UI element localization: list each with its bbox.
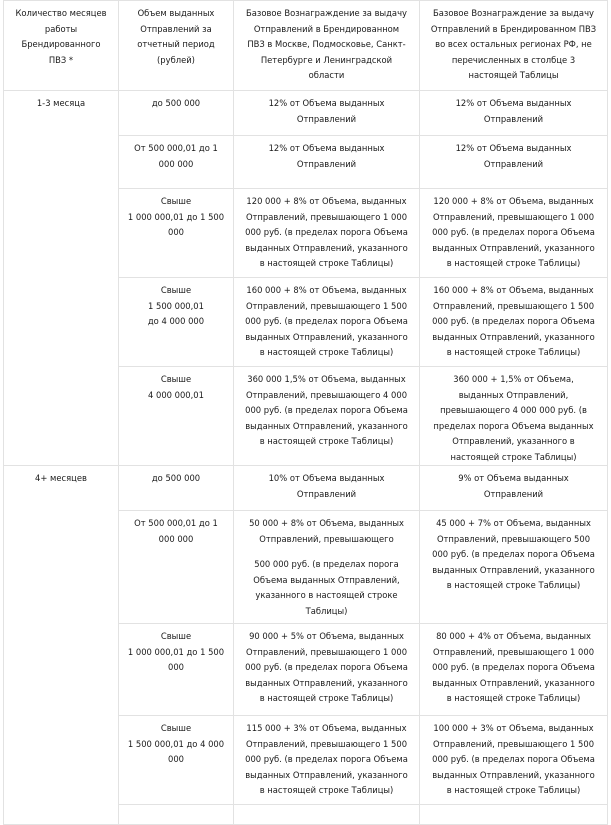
- reward-other-cell: 100 000 + 3% от Объема, выданных Отправлений, превышающего 1 500 000 руб. (в пределах порога Объема выданных Отправлений, указанного в настоящей строке Таблицы): [420, 716, 608, 805]
- reward-other-cell: 9% от Объема выданных Отправлений: [420, 466, 608, 511]
- header-base-msk: Базовое Вознаграждение за выдачу Отправлений в Брендированном ПВЗ в Москве, Подмосковье, Санкт-Петербурге и Ленинградской области: [234, 1, 420, 91]
- volume-cell: [119, 805, 234, 825]
- reward-msk-cell: 50 000 + 8% от Объема, выданных Отправлений, превышающего 500 000 руб. (в пределах порога Объема выданных Отправлений, указанного в настоящей строке Таблицы): [234, 511, 420, 624]
- reward-msk-cell: 12% от Объема выданных Отправлений: [234, 91, 420, 136]
- reward-msk-cell: 360 000 1,5% от Объема, выданных Отправлений, превышающего 4 000 000 руб. (в пределах порога Объема выданных Отправлений, указанного в настоящей строке Таблицы): [234, 367, 420, 466]
- reward-msk-cell: 115 000 + 3% от Объема, выданных Отправлений, превышающего 1 500 000 руб. (в пределах порога Объема выданных Отправлений, указанного в настоящей строке Таблицы): [234, 716, 420, 805]
- months-cell: 4+ месяцев: [4, 466, 119, 825]
- volume-cell: Свыше 1 000 000,01 до 1 500 000: [119, 624, 234, 716]
- reward-other-cell: 12% от Объема выданных Отправлений: [420, 136, 608, 189]
- reward-msk-cell: 120 000 + 8% от Объема, выданных Отправлений, превышающего 1 000 000 руб. (в пределах порога Объема выданных Отправлений, указанного в настоящей строке Таблицы): [234, 189, 420, 278]
- reward-msk-cell: 160 000 + 8% от Объема, выданных Отправлений, превышающего 1 500 000 руб. (в пределах порога Объема выданных Отправлений, указанного в настоящей строке Таблицы): [234, 278, 420, 367]
- months-cell: 1-3 месяца: [4, 91, 119, 466]
- volume-cell: до 500 000: [119, 466, 234, 511]
- reward-other-cell: 120 000 + 8% от Объема, выданных Отправлений, превышающего 1 000 000 руб. (в пределах порога Объема выданных Отправлений, указанного в настоящей строке Таблицы): [420, 189, 608, 278]
- header-row: [4, 1, 608, 91]
- reward-other-cell: 80 000 + 4% от Объема, выданных Отправлений, превышающего 1 000 000 руб. (в пределах порога Объема выданных Отправлений, указанного в настоящей строке Таблицы): [420, 624, 608, 716]
- reward-msk-cell: [234, 805, 420, 825]
- reward-other-cell: 12% от Объема выданных Отправлений: [420, 91, 608, 136]
- volume-cell: Свыше 1 500 000,01 до 4 000 000: [119, 278, 234, 367]
- volume-cell: Свыше 1 500 000,01 до 4 000 000: [119, 716, 234, 805]
- table-row: [4, 466, 608, 511]
- header-volume: Объем выданных Отправлений за отчетный период (рублей): [119, 1, 234, 91]
- volume-cell: От 500 000,01 до 1 000 000: [119, 511, 234, 624]
- reward-msk-cell: 90 000 + 5% от Объема, выданных Отправлений, превышающего 1 000 000 руб. (в пределах порога Объема выданных Отправлений, указанного в настоящей строке Таблицы): [234, 624, 420, 716]
- reward-table: [3, 0, 608, 825]
- header-base-other: Базовое Вознаграждение за выдачу Отправлений в Брендированном ПВЗ во всех остальных регионах РФ, не перечисленных в столбце 3 настоящей Таблицы: [420, 1, 608, 91]
- volume-cell: Свыше 1 000 000,01 до 1 500 000: [119, 189, 234, 278]
- volume-cell: От 500 000,01 до 1 000 000: [119, 136, 234, 189]
- header-months: Количество месяцев работы Брендированного ПВЗ *: [4, 1, 119, 91]
- reward-other-cell: 45 000 + 7% от Объема, выданных Отправлений, превышающего 500 000 руб. (в пределах порога Объема выданных Отправлений, указанного в настоящей строке Таблицы): [420, 511, 608, 624]
- volume-cell: до 500 000: [119, 91, 234, 136]
- reward-msk-cell: 10% от Объема выданных Отправлений: [234, 466, 420, 511]
- reward-other-cell: 360 000 + 1,5% от Объема, выданных Отправлений, превышающего 4 000 000 руб. (в пределах порога Объема выданных Отправлений, указанного в настоящей строке Таблицы): [420, 367, 608, 466]
- volume-cell: Свыше 4 000 000,01: [119, 367, 234, 466]
- table-row: [4, 91, 608, 136]
- reward-msk-cell: 12% от Объема выданных Отправлений: [234, 136, 420, 189]
- reward-other-cell: [420, 805, 608, 825]
- reward-other-cell: 160 000 + 8% от Объема, выданных Отправлений, превышающего 1 500 000 руб. (в пределах порога Объема выданных Отправлений, указанного в настоящей строке Таблицы): [420, 278, 608, 367]
